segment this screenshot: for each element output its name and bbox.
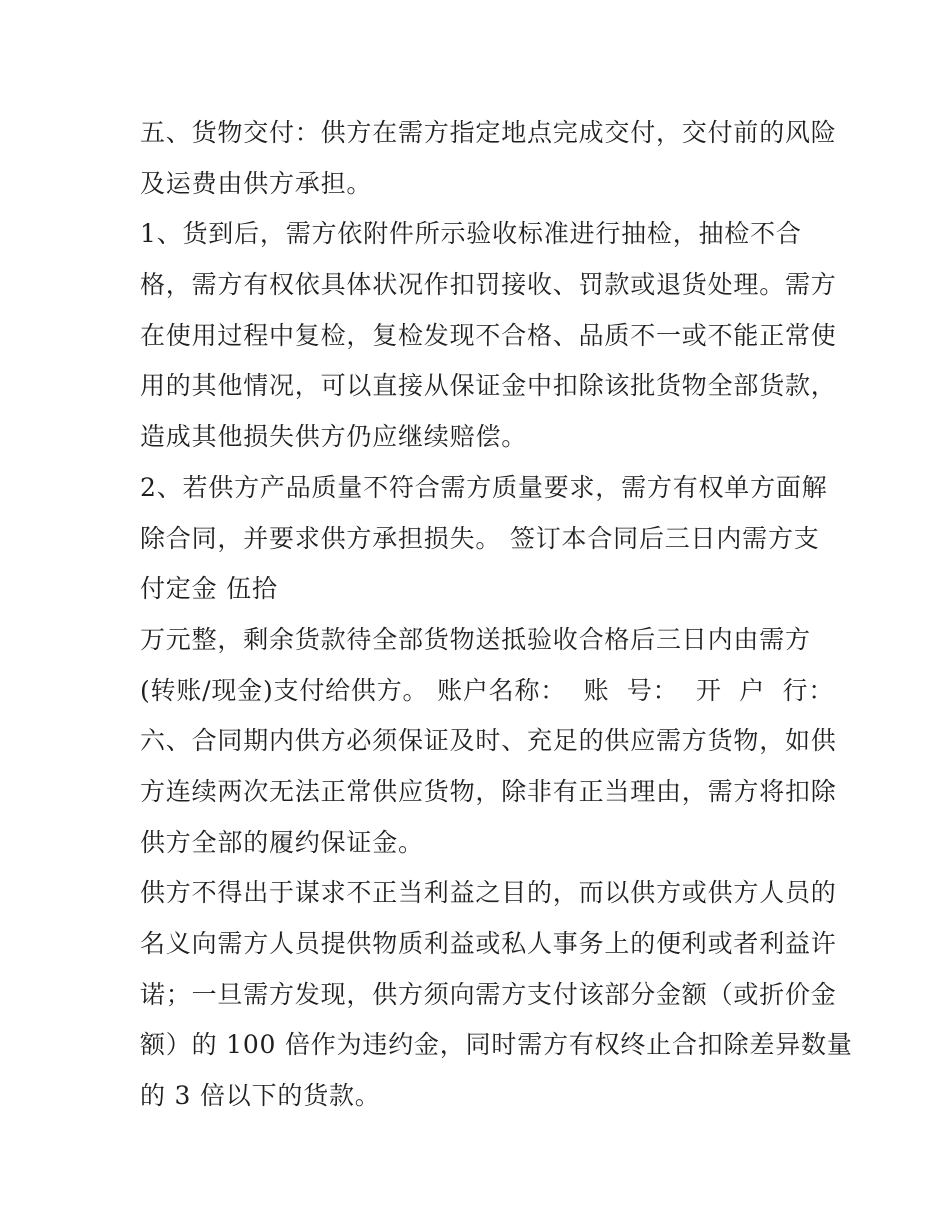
text-line: 供方全部的履约保证金。 (140, 827, 424, 857)
text-line: 万元整，剩余货款待全部货物送抵验收合格后三日内由需方 (140, 624, 811, 654)
text-line: 2、若供方产品质量不符合需方质量要求，需方有权单方面解 (140, 472, 828, 502)
text-line: (转账/现金)支付给供方。 账户名称： 账 号： 开 户 行： (140, 675, 835, 705)
text-line: 诺；一旦需方发现，供方须向需方支付该部分金额（或折价金 (140, 979, 837, 1009)
text-line: 在使用过程中复检，复检发现不合格、品质不一或不能正常使 (140, 320, 837, 350)
text-line: 用的其他情况，可以直接从保证金中扣除该批货物全部货款， (140, 371, 837, 401)
text-line: 1、货到后，需方依附件所示验收标准进行抽检，抽检不合 (140, 219, 802, 249)
text-line: 名义向需方人员提供物质利益或私人事务上的便利或者利益许 (140, 929, 837, 958)
text-line: 及运费由供方承担。 (140, 168, 373, 198)
text-line: 方连续两次无法正常供应货物，除非有正当理由，需方将扣除 (140, 776, 837, 806)
text-line: 除合同，并要求供方承担损失。 签订本合同后三日内需方支 (140, 523, 820, 553)
text-line: 六、合同期内供方必须保证及时、充足的供应需方货物，如供 (140, 726, 837, 756)
text-line: 供方不得出于谋求不正当利益之目的，而以供方或供方人员的 (140, 878, 837, 908)
text-line: 造成其他损失供方仍应继续赔偿。 (140, 422, 528, 452)
text-line: 的 3 倍以下的货款。 (140, 1081, 381, 1111)
document-body (140, 108, 853, 1122)
text-line: 额）的 100 倍作为违约金，同时需方有权终止合扣除差异数量 (140, 1030, 853, 1060)
text-line: 格，需方有权依具体状况作扣罚接收、罚款或退货处理。需方 (140, 270, 837, 300)
text-line: 付定金 伍拾 (140, 574, 278, 604)
text-line: 五、货物交付：供方在需方指定地点完成交付，交付前的风险 (140, 118, 837, 147)
